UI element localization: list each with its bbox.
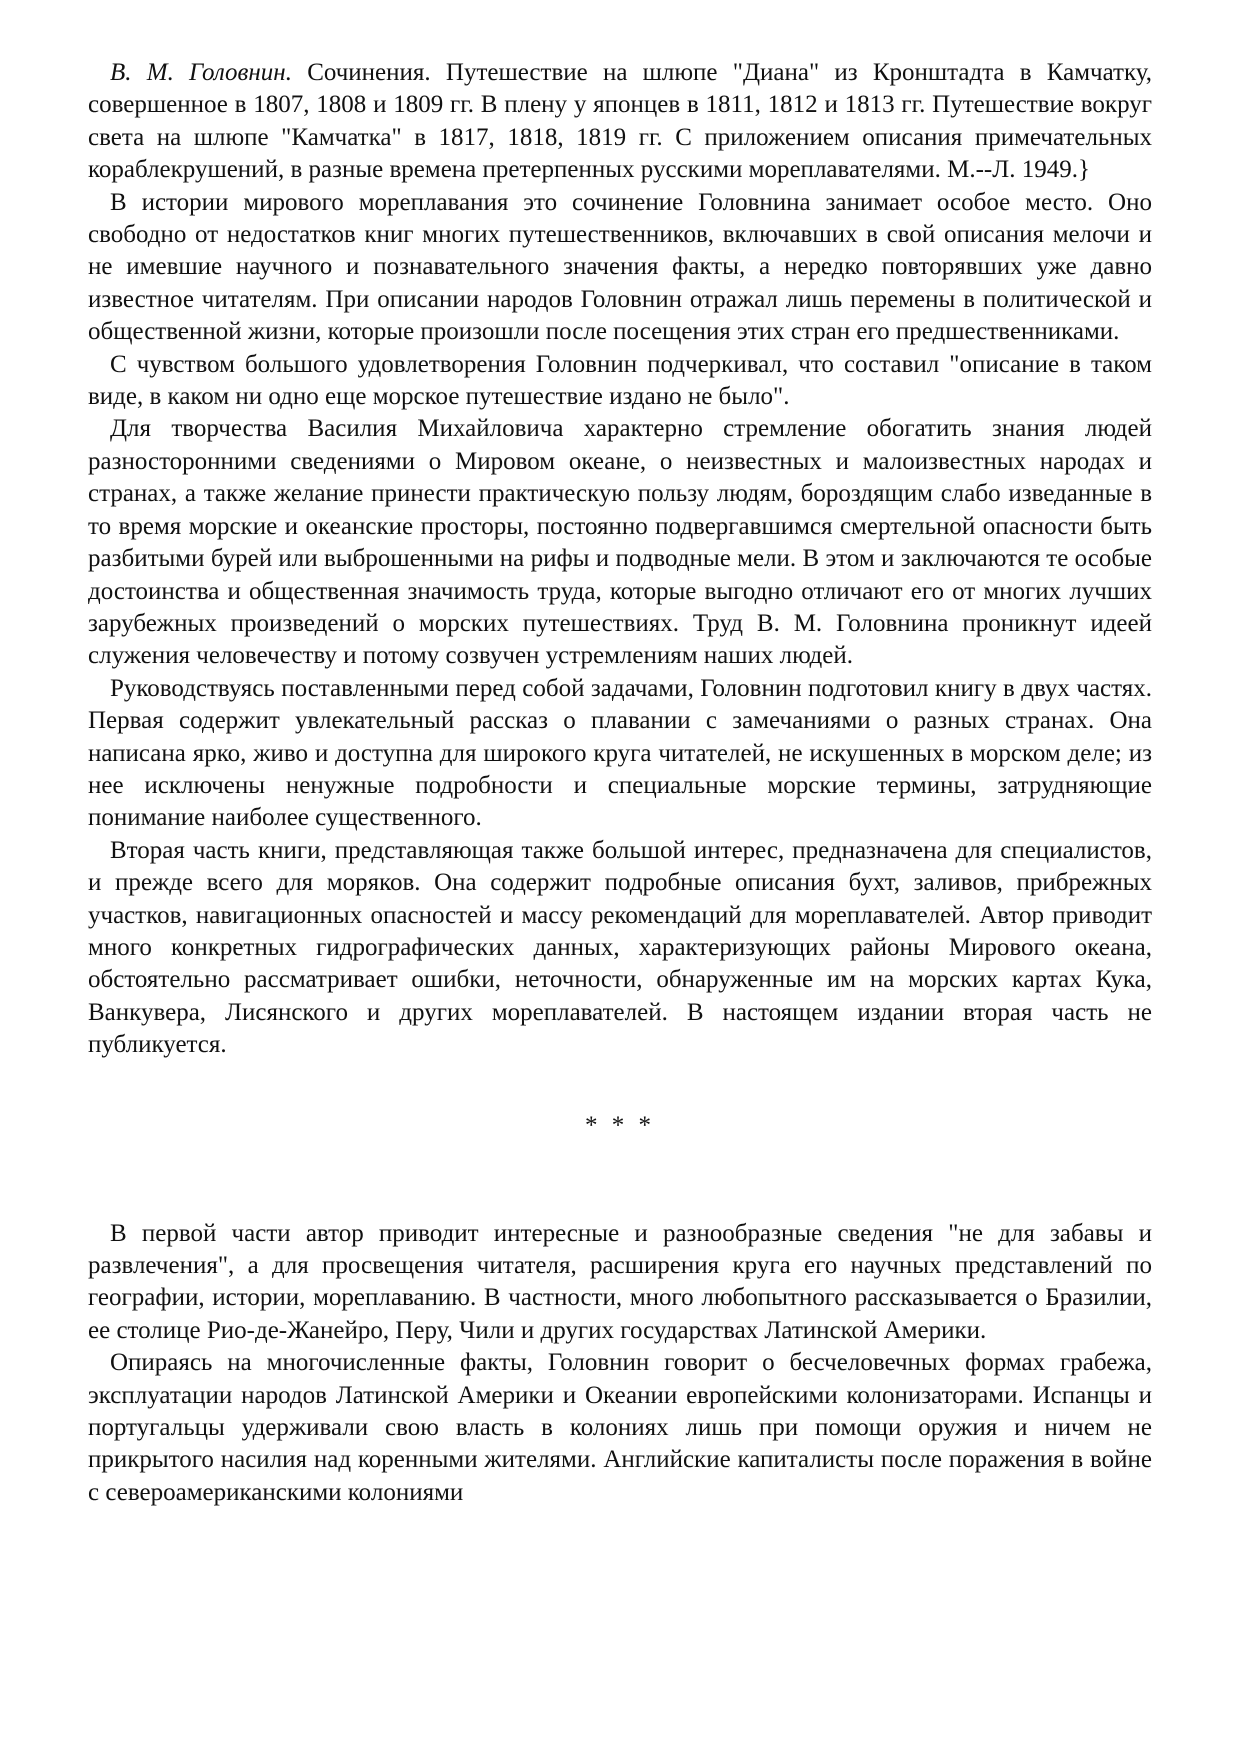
paragraph: Вторая часть книги, представляющая также большой интерес, предназначена для специалистов, и прежде всего для моряков. Она содержит подробные описания бухт, заливов, прибрежных участков, навигационных опасностей и массу рекомендаций для мореплавателей. Автор приводит много конкретных гидрографических данных, характеризующих районы Мирового океана, обстоятельно рассматривает ошибки, неточности, обнаруженные им на морских картах Кука, Ванкувера, Лисянского и других мореплавателей. В настоящем издании вторая часть не публикуется. [88, 836, 1152, 1059]
paragraph: В истории мирового мореплавания это сочинение Головнина занимает особое место. Оно свободно от недостатков книг многих путешественников, включавших в свой описания мелочи и не имевшие научного и познавательного значения факты, а нередко повторявших уже давно известное читателям. При описании народов Головнин отражал лишь перемены в политической и общественной жизни, которые произошли после посещения этих стран его предшественниками. [88, 188, 1152, 346]
citation-paragraph [88, 57, 1152, 187]
section-separator: * * * [585, 1111, 655, 1139]
citation-author: В. М. Головнин. [110, 59, 292, 86]
paragraph: С чувством большого удовлетворения Головнин подчеркивал, что составил "описание в таком виде, в каком ни одно еще морское путешествие издано не было". [88, 350, 1152, 411]
citation-text: Сочинения. Путешествие на шлюпе "Диана" из Кронштадта в Камчатку, совершенное в 1807, 1808 и 1809 гг. В плену у японцев в 1811, 1812 и 1813 гг. Путешествие вокруг света на шлюпе "Камчатка" в 1817, 1818, 1819 гг. С приложением описания примечательных кораблекрушений, в разные времена претерпенных русскими мореплавателями. М.--Л. 1949.} [88, 59, 1153, 184]
paragraph: В первой части автор приводит интересные и разнообразные сведения "не для забавы и развлечения", а для просвещения читателя, расширения круга его научных представлений по географии, истории, мореплаванию. В частности, много любопытного рассказывается о Бразилии, ее столице Рио-де-Жанейро, Перу, Чили и других государствах Латинской Америки. [88, 1219, 1152, 1344]
paragraph: Опираясь на многочисленные факты, Головнин говорит о бесчеловечных формах грабежа, эксплуатации народов Латинской Америки и Океании европейскими колонизаторами. Испанцы и португальцы удерживали свою власть в колониях лишь при помощи оружия и ничем не прикрытого насилия над коренными жителями. Английские капиталисты после поражения в войне с североамериканскими колониями [88, 1349, 1152, 1506]
paragraph: Руководствуясь поставленными перед собой задачами, Головнин подготовил книгу в двух частях. Первая содержит увлекательный рассказ о плавании с замечаниями о разных странах. Она написана ярко, живо и доступна для широкого круга читателей, не искушенных в морском деле; из нее исключены ненужные подробности и специальные морские термины, затрудняющие понимание наиболее существенного. [88, 674, 1152, 832]
document-page [88, 57, 1152, 1509]
paragraph: Для творчества Василия Михайловича характерно стремление обогатить знания людей разносторонними сведениями о Мировом океане, о неизвестных и малоизвестных народах и странах, а также желание принести практическую пользу людям, бороздящим слабо изведанные в то время морские и океанские просторы, постоянно подвергавшимся смертельной опасности быть разбитыми бурей или выброшенными на рифы и подводные мели. В этом и заключаются те особые достоинства и общественная значимость труда, которые выгодно отличают его от многих лучших зарубежных произведений о морских путешествиях. Труд В. М. Головнина проникнут идеей служения человечеству и потому созвучен устремлениям наших людей. [88, 415, 1152, 670]
